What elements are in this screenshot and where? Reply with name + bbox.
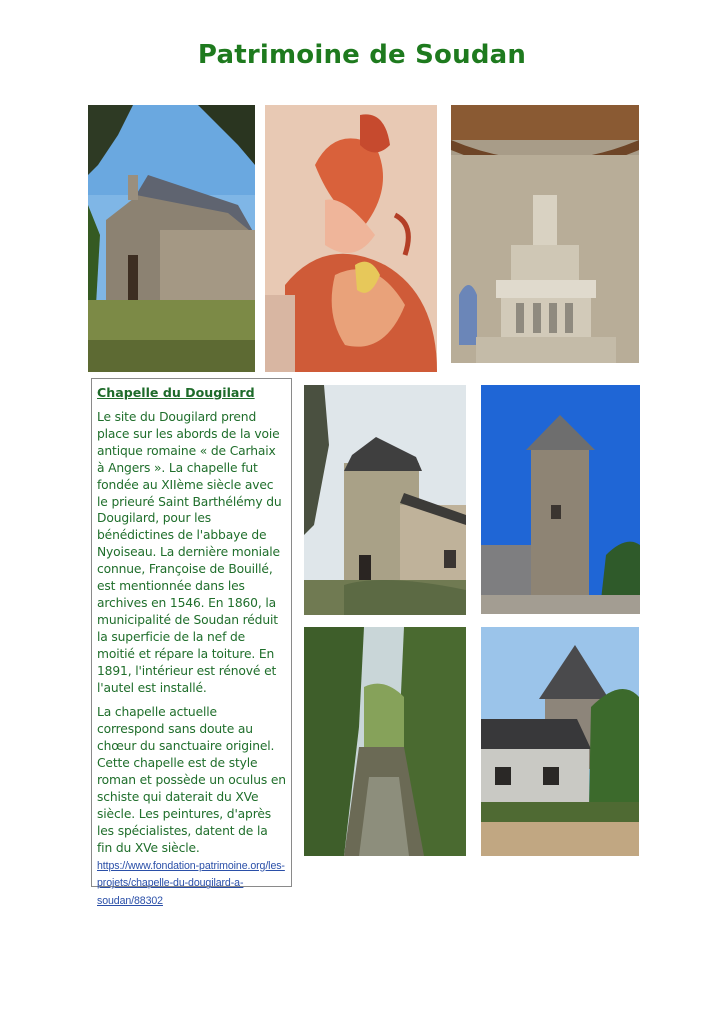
round-tower-photo: [481, 385, 640, 614]
chapel-exterior-photo: [88, 105, 255, 372]
article-paragraph-1: Le site du Dougilard prend place sur les abords de la voie antique romaine « de Carhaix à Angers ». La chapelle fut fondée au XIIème siècle avec le prieuré Saint Barthélémy du Dougilard, pour les bénédictines de l'abbaye de Nyoiseau. La dernière moniale connue, Françoise de Bouillé, est mentionnée dans les archives en 1546. En 1860, la municipalité de Soudan réduit la superficie de la nef de moitié et répare la toiture. En 1891, l'intérieur est rénové et l'autel est installé.: [97, 410, 282, 695]
river-photo: [304, 627, 466, 856]
house-tower-photo: [481, 627, 639, 856]
article-paragraph-2: [97, 704, 286, 910]
article-box: [91, 378, 292, 908]
page-title: Patrimoine de Soudan: [197, 40, 527, 70]
wall-painting-photo: [265, 105, 437, 372]
article-heading: Chapelle du Dougilard: [97, 385, 255, 400]
source-link[interactable]: https://www.fondation-patrimoine.org/les-projets/chapelle-du-dougilard-a-soudan/88302: [97, 859, 285, 908]
altar-interior-photo: [451, 105, 639, 363]
article-paragraph-2-text: La chapelle actuelle correspond sans doute au chœur du sanctuaire originel. Cette chapelle est de style roman et possède un oculus en schiste qui daterait du XVe siècle. Les peintures, d'après les spécialistes, datent de la fin du XVe siècle.: [97, 705, 286, 855]
tower-building-photo: [304, 385, 466, 615]
